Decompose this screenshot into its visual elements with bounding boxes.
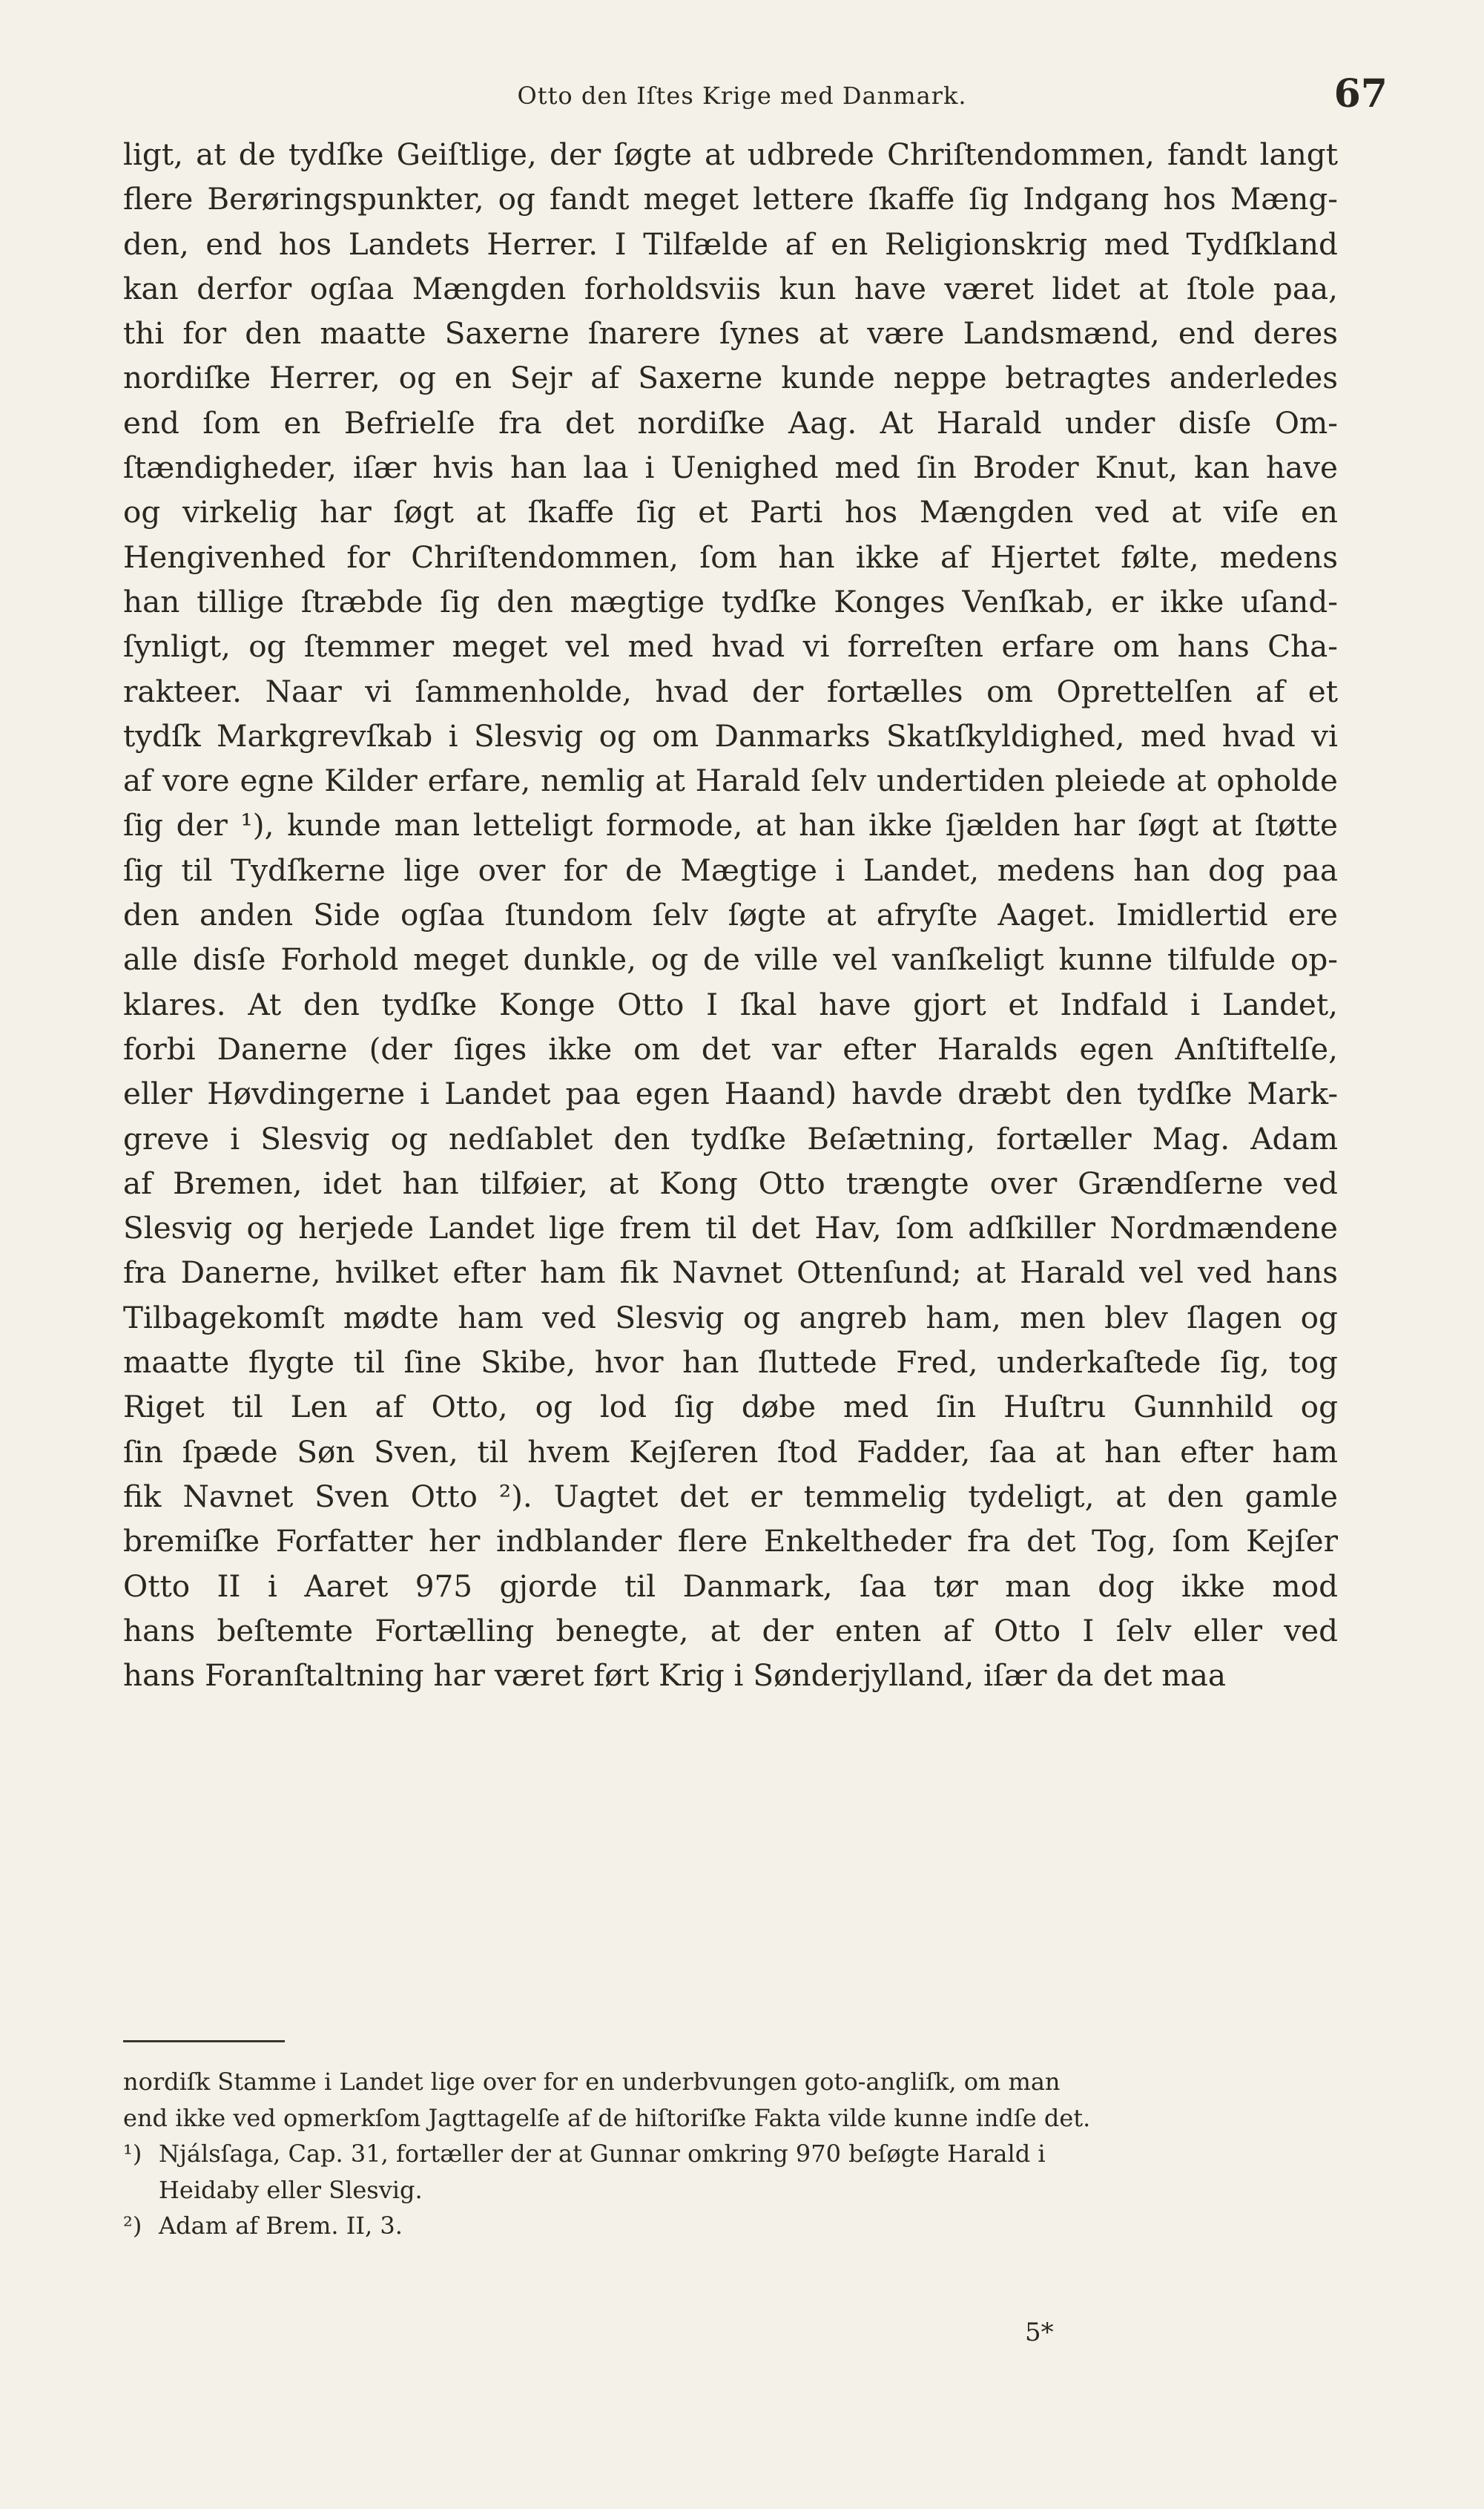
body-line: tydſk Markgrevſkab i Slesvig og om Danmarks Skatſkyldighed, med hvad vi — [123, 717, 1338, 754]
footnote-separator — [123, 2040, 285, 2042]
body-line: hans Foranſtaltning har været ført Krig i Sønderjylland, iſær da det maa — [123, 1657, 1226, 1694]
page-header — [0, 71, 1484, 123]
signature-mark: 5* — [1025, 2318, 1054, 2347]
body-line: bremiſke Forfatter her indblander flere Enkeltheder fra det Tog, ſom Kejſer — [123, 1523, 1338, 1559]
body-line: ſynligt, og ſtemmer meget vel med hvad vi forreſten erfare om hans Cha- — [123, 628, 1338, 665]
body-line: ſtændigheder, iſær hvis han laa i Uenighed med ſin Broder Knut, kan have — [123, 450, 1338, 486]
body-line: ſig til Tydſkerne lige over for de Mægtige i Landet, medens han dog paa — [123, 852, 1338, 888]
footnote-1-text: Njálsſaga, Cap. 31, fortæller der at Gunnar omkring 970 beſøgte Harald i — [159, 2140, 1046, 2168]
body-line: klares. At den tydſke Konge Otto I ſkal have gjort et Indfald i Landet, — [123, 986, 1338, 1022]
body-line: han tillige ſtræbde ſig den mægtige tydſke Konges Venſkab, er ikke uſand- — [123, 583, 1338, 619]
body-line: hans beſtemte Fortælling benegte, at der enten af Otto I ſelv eller ved — [123, 1612, 1338, 1648]
footnotes — [123, 2064, 1338, 2244]
body-line: og virkelig har ſøgt at ſkaffe ſig et Parti hos Mængden ved at viſe en — [123, 494, 1338, 530]
body-line: den anden Side ogſaa ſtundom ſelv ſøgte at afryſte Aaget. Imidlertid ere — [123, 897, 1338, 933]
body-line: flere Berøringspunkter, og fandt meget lettere ſkaffe ſig Indgang hos Mæng- — [123, 181, 1338, 217]
body-line: Riget til Len af Otto, og lod ſig døbe med ſin Huſtru Gunnhild og — [123, 1389, 1338, 1425]
body-line: ſin ſpæde Søn Sven, til hvem Kejſeren ſtod Fadder, ſaa at han efter ham — [123, 1433, 1338, 1470]
body-line: end ſom en Befrielſe fra det nordiſke Aag. At Harald under disſe Om- — [123, 404, 1338, 441]
footnote-continuation-line: nordiſk Stamme i Landet lige over for en underbvungen goto-angliſk, om man — [123, 2068, 1061, 2096]
body-line: maatte flygte til ſine Skibe, hvor han ſluttede Fred, underkaſtede ſig, tog — [123, 1344, 1338, 1381]
footnote-1-marker: ¹) — [123, 2140, 142, 2168]
body-line: eller Høvdingerne i Landet paa egen Haand) havde dræbt den tydſke Mark- — [123, 1076, 1338, 1112]
footnote-continuation-line: end ikke ved opmerkſom Jagttagelſe af de hiſtoriſke Fakta vilde kunne indſe det. — [123, 2103, 1091, 2132]
body-line: fra Danerne, hvilket efter ham fik Navnet Ottenſund; at Harald vel ved hans — [123, 1254, 1338, 1291]
body-line: nordiſke Herrer, og en Sejr af Saxerne kunde neppe betragtes anderledes — [123, 360, 1338, 396]
body-line: forbi Danerne (der ſiges ikke om det var efter Haralds egen Anſtiftelſe, — [123, 1030, 1338, 1067]
footnote-2-marker: ²) — [123, 2212, 142, 2240]
body-text — [123, 132, 1338, 1697]
body-line: ligt, at de tydſke Geiſtlige, der ſøgte at udbrede Chriſtendommen, fandt langt — [123, 137, 1338, 172]
body-line: Hengivenhed for Chriſtendommen, ſom han ikke af Hjertet følte, medens — [123, 539, 1338, 575]
body-line: Otto II i Aaret 975 gjorde til Danmark, ſaa tør man dog ikke mod — [123, 1568, 1338, 1604]
body-line: thi for den maatte Saxerne ſnarere ſynes at være Landsmænd, end deres — [123, 315, 1338, 352]
body-line: af vore egne Kilder erfare, nemlig at Harald ſelv undertiden pleiede at opholde — [123, 763, 1338, 799]
body-line: den, end hos Landets Herrer. I Tilfælde af en Religionskrig med Tydſkland — [123, 226, 1338, 262]
body-line: kan derfor ogſaa Mængden forholdsviis kun have været lidet at ſtole paa, — [123, 270, 1338, 306]
body-line: af Bremen, idet han tilføier, at Kong Otto trængte over Grændſerne ved — [123, 1165, 1338, 1201]
body-line: ſig der ¹), kunde man letteligt formode, at han ikke ſjælden har ſøgt at ſtøtte — [123, 807, 1338, 844]
body-line: rakteer. Naar vi ſammenholde, hvad der fortælles om Oprettelſen af et — [123, 673, 1338, 709]
footnote-1 — [123, 2136, 1338, 2172]
footnote-2 — [123, 2208, 1338, 2244]
body-line: Slesvig og herjede Landet lige frem til det Hav, ſom adſkiller Nordmændene — [123, 1210, 1338, 1246]
body-line: Tilbagekomſt mødte ham ved Slesvig og angreb ham, men blev ſlagen og — [123, 1299, 1338, 1335]
page-number: 67 — [1333, 71, 1388, 116]
body-line: greve i Slesvig og nedſablet den tydſke Beſætning, fortæller Mag. Adam — [123, 1120, 1338, 1157]
footnote-2-text: Adam af Brem. II, 3. — [159, 2212, 403, 2240]
body-line: alle disſe Forhold meget dunkle, og de ville vel vanſkeligt kunne tilfulde op- — [123, 941, 1338, 978]
footnote-1-text-cont: Heidaby eller Slesvig. — [159, 2175, 423, 2204]
running-title: Otto den Iſtes Krige med Danmark. — [517, 82, 967, 110]
body-line: fik Navnet Sven Otto ²). Uagtet det er temmelig tydeligt, at den gamle — [123, 1478, 1338, 1514]
